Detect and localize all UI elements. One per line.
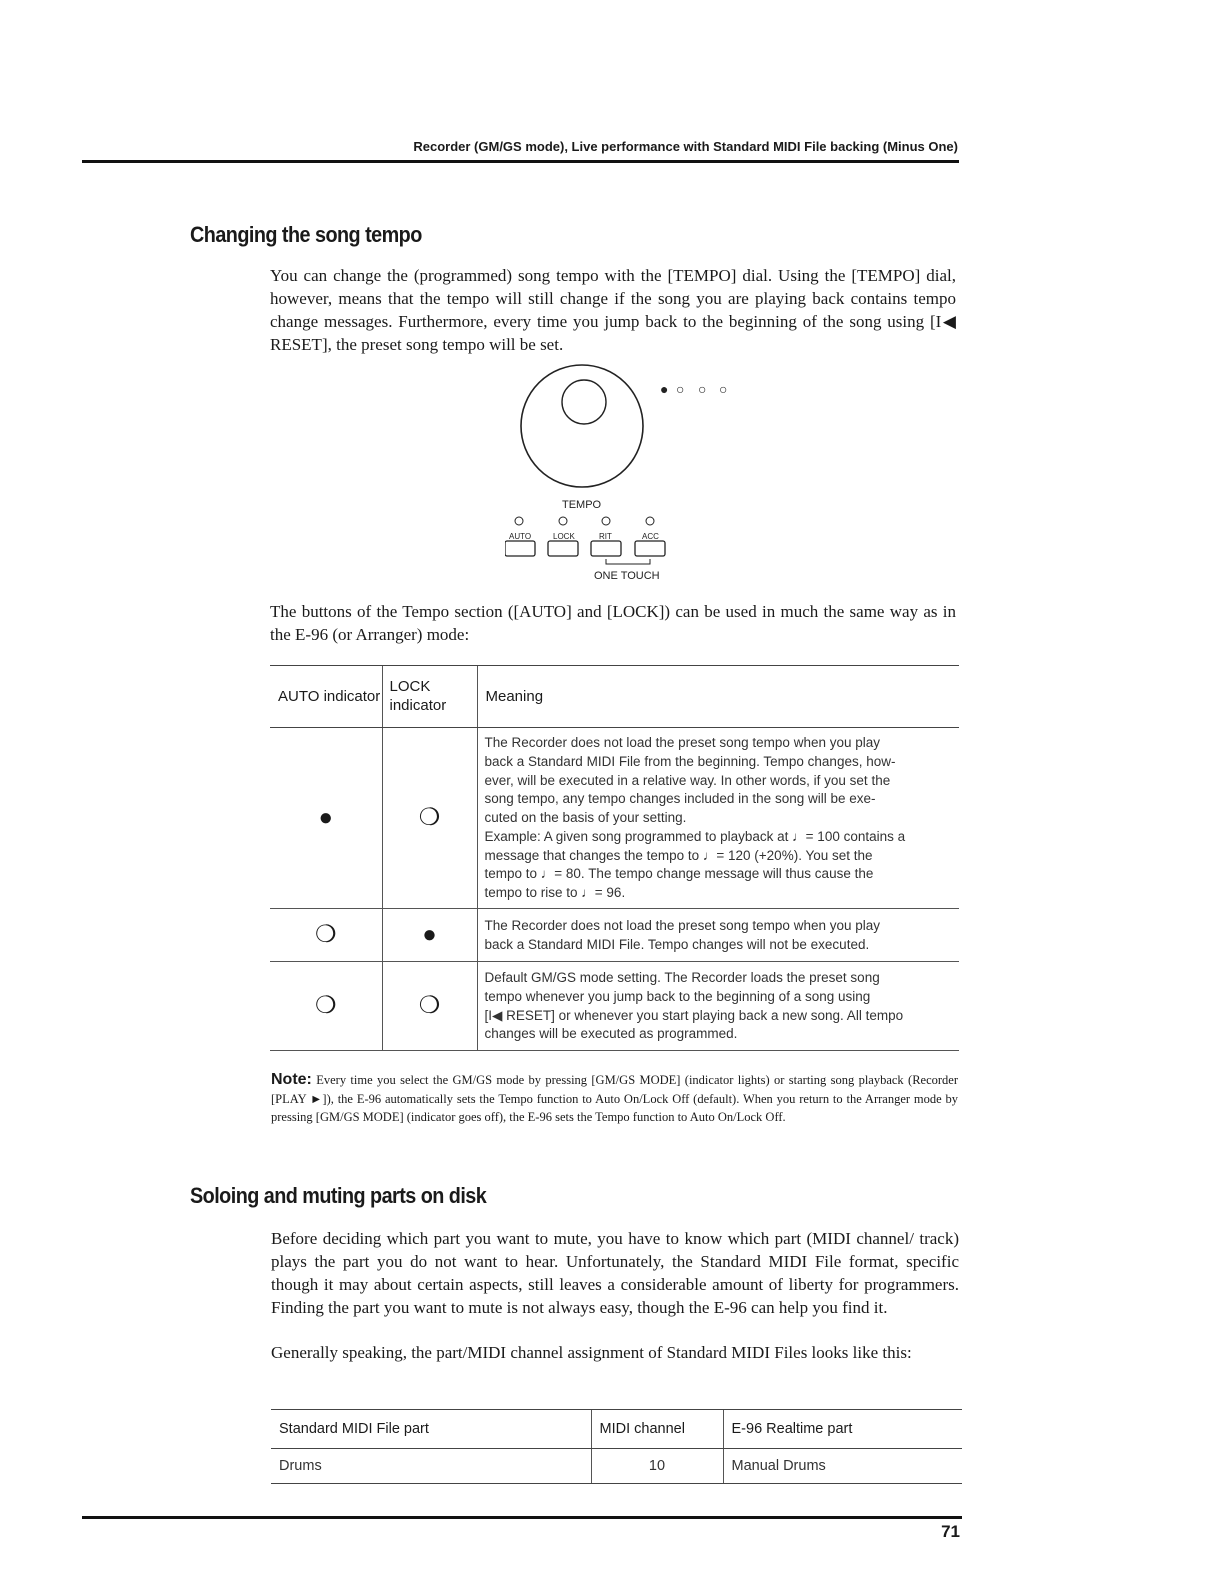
lock-indicator-off: ❍	[382, 961, 477, 1050]
table-row	[270, 961, 959, 1050]
running-header: Recorder (GM/GS mode), Live performance with Standard MIDI File backing (Minus One)	[413, 139, 958, 154]
header-realtime-part: E-96 Realtime part	[723, 1410, 962, 1448]
note-text: Every time you select the GM/GS mode by pressing [GM/GS MODE] (indicator lights) or starting song playback (Recorder [PLAY ►]), the E-96 automatically sets the Tempo function to Auto On/Lock Off (default). When you return to the Arranger mode by pressing [GM/GS MODE] (indicator goes off), the E-96 sets the Tempo function to Auto On/Lock Off.	[271, 1073, 958, 1124]
section-title-soloing: Soloing and muting parts on disk	[190, 1183, 487, 1208]
meaning-line: The Recorder does not load the preset song tempo when you play	[484, 917, 880, 933]
meaning-cell	[477, 908, 959, 961]
meaning-line: tempo to ♩= 80. The tempo change message will thus cause the	[484, 866, 874, 882]
note-block	[271, 1071, 958, 1127]
meaning-line: back a Standard MIDI File from the beginning. Tempo changes, how-	[484, 753, 896, 769]
soloing-paragraph-2: Generally speaking, the part/MIDI channel assignment of Standard MIDI Files looks like this:	[271, 1343, 912, 1362]
header-lock-indicator: LOCK indicator	[382, 666, 477, 727]
meaning-line: Default GM/GS mode setting. The Recorder loads the preset song	[484, 969, 880, 985]
auto-indicator-off: ❍	[270, 961, 382, 1050]
meaning-line: [I◀ RESET] or whenever you start playing back a new song. All tempo	[484, 1007, 904, 1023]
tempo-dial-grip-icon	[562, 380, 606, 424]
note-label: Note:	[271, 1071, 312, 1088]
button-label-acc: ACC	[642, 532, 659, 541]
table-header-row	[270, 666, 959, 727]
indicator-dot-1: ●	[660, 381, 669, 397]
meaning-line: ever, will be executed in a relative way. In other words, if you set the	[484, 772, 891, 788]
tempo-panel-diagram	[505, 362, 745, 586]
button-label-rit: RIT	[599, 532, 612, 541]
indicator-dot-2: ○	[676, 381, 685, 397]
meaning-line: Example: A given song programmed to playback at ♩= 100 contains a	[484, 828, 906, 844]
auto-indicator-on: ●	[270, 727, 382, 908]
part-channel-table	[271, 1410, 962, 1484]
header-midi-channel: MIDI channel	[591, 1410, 723, 1448]
meaning-cell	[477, 727, 959, 908]
button-auto[interactable]	[505, 517, 535, 556]
tempo-dial-icon	[521, 365, 643, 487]
header-smf-part: Standard MIDI File part	[271, 1410, 591, 1448]
tempo-indicator-table	[270, 666, 959, 1051]
auto-indicator-off: ❍	[270, 908, 382, 961]
header-auto-indicator: AUTO indicator	[270, 666, 382, 727]
button-label-auto: AUTO	[509, 532, 532, 541]
section-title-tempo: Changing the song tempo	[190, 222, 422, 247]
one-touch-label: ONE TOUCH	[594, 570, 660, 582]
tempo-dial-label: TEMPO	[562, 499, 602, 511]
part-table-wrapper	[271, 1409, 962, 1484]
header-rule	[82, 160, 959, 163]
meaning-line: back a Standard MIDI File. Tempo changes will not be executed.	[484, 936, 870, 952]
meaning-line: tempo to rise to ♩= 96.	[484, 885, 626, 901]
table-row	[270, 727, 959, 908]
meaning-cell	[477, 961, 959, 1050]
table-row	[270, 908, 959, 961]
page-number: 71	[941, 1522, 960, 1541]
soloing-paragraph-1: Before deciding which part you want to mute, you have to know which part (MIDI channel/ track) plays the part you do not want to hear. Unfortunately, the Standard MIDI File format, specific though it may about certain aspects, still leaves a considerable amount of liberty for programmers. Finding the part you want to mute is not always easy, though the E-96 can help you find it.	[271, 1229, 959, 1317]
button-lock[interactable]	[548, 517, 578, 556]
tempo-buttons-paragraph: The buttons of the Tempo section ([AUTO] and [LOCK]) can be used in much the same way as in the E-96 (or Arranger) mode:	[270, 602, 956, 644]
table-header-row	[271, 1410, 962, 1448]
table-row	[271, 1448, 962, 1483]
meaning-line: changes will be executed as programmed.	[484, 1026, 738, 1042]
button-label-lock: LOCK	[553, 532, 575, 541]
tempo-table-wrapper	[270, 665, 959, 1051]
meaning-line: tempo whenever you jump back to the beginning of a song using	[484, 988, 871, 1004]
cell-realtime: Manual Drums	[723, 1448, 962, 1483]
meaning-line: message that changes the tempo to ♩= 120 (+20%). You set the	[484, 847, 873, 863]
tempo-paragraph: You can change the (programmed) song tempo with the [TEMPO] dial. Using the [TEMPO] dial, however, means that the tempo will still change if the song you are playing back contains tempo change messages. Furthermore, every time you jump back to the beginning of the song using [I◀ RESET], the preset song tempo will be set.	[270, 266, 956, 354]
lock-indicator-off: ❍	[382, 727, 477, 908]
header-meaning: Meaning	[477, 666, 959, 727]
footer-rule	[82, 1516, 962, 1519]
button-rit[interactable]	[591, 517, 621, 556]
one-touch-bracket	[606, 559, 650, 564]
cell-part: Drums	[271, 1448, 591, 1483]
indicator-dot-3: ○	[698, 381, 707, 397]
cell-channel: 10	[591, 1448, 723, 1483]
button-acc[interactable]	[635, 517, 665, 556]
indicator-dot-4: ○	[719, 381, 728, 397]
meaning-line: song tempo, any tempo changes included in the song will be exe-	[484, 791, 876, 807]
meaning-line: cuted on the basis of your setting.	[484, 810, 687, 826]
lock-indicator-on: ●	[382, 908, 477, 961]
meaning-line: The Recorder does not load the preset song tempo when you play	[484, 734, 880, 750]
